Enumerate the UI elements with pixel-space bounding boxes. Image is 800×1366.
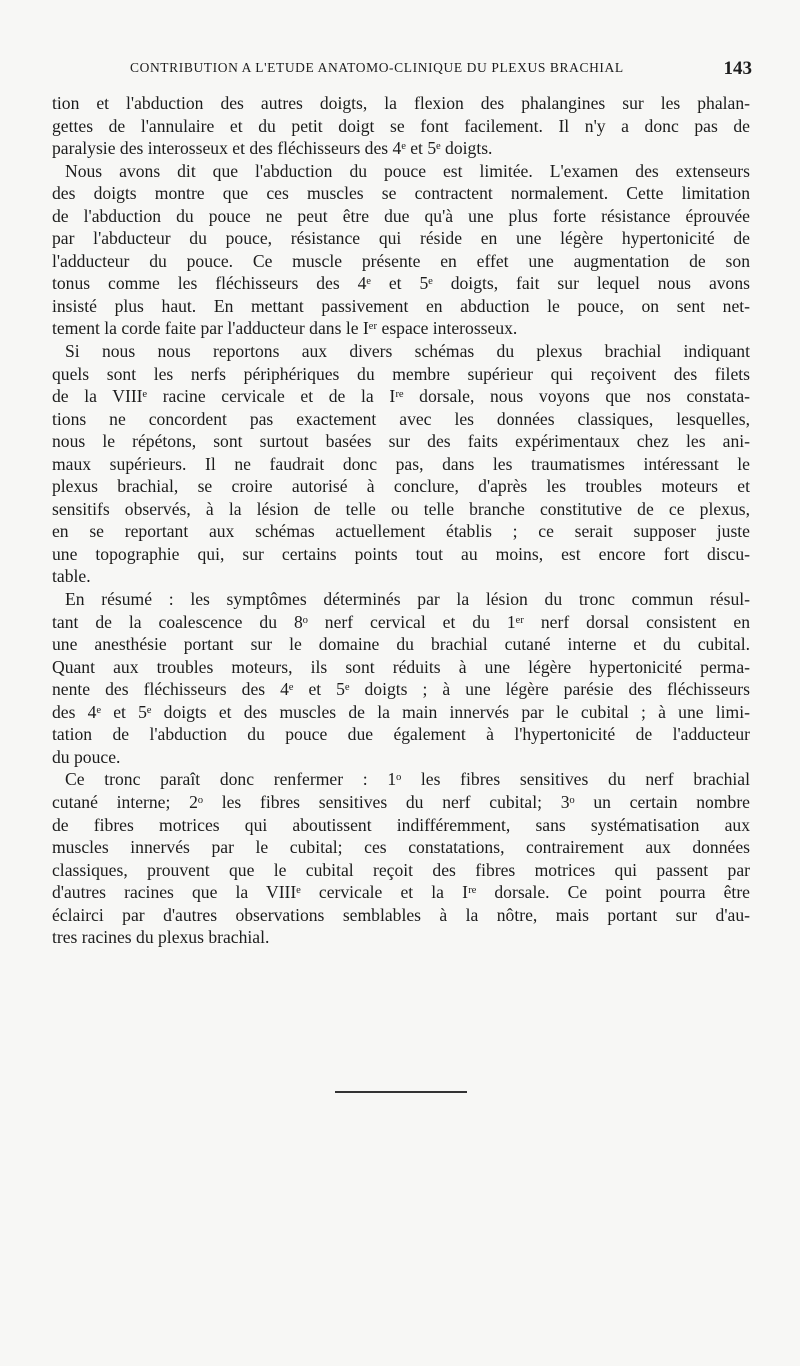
- text-line: gettes de l'annulaire et du petit doigt se font facilement. Il n'y a donc pas de: [52, 115, 750, 136]
- text-line: Ce tronc paraît donc renfermer : 1ᵒ les fibres sensitives du nerf brachial: [65, 769, 750, 790]
- text-line: cutané interne; 2ᵒ les fibres sensitives du nerf cubital; 3ᵒ un certain nombre: [52, 791, 750, 812]
- text-line: éclairci par d'autres observations semblables à la nôtre, mais portant sur d'au-: [52, 904, 750, 925]
- text-line: quels sont les nerfs périphériques du membre supérieur qui reçoivent des filets: [52, 363, 750, 384]
- text-line: muscles innervés par le cubital; ces constatations, contrairement aux données: [52, 837, 750, 858]
- text-line: de l'abduction du pouce ne peut être due qu'à une plus forte résistance éprouvée: [52, 205, 750, 226]
- text-line: une anesthésie portant sur le domaine du brachial cutané interne et du cubital.: [52, 634, 750, 655]
- body-text: [52, 92, 750, 949]
- text-line: tres racines du plexus brachial.: [52, 927, 270, 948]
- text-line: paralysie des interosseux et des fléchisseurs des 4ᵉ et 5ᵉ doigts.: [52, 138, 493, 159]
- text-line: tement la corde faite par l'adducteur dans le Iᵉʳ espace interosseux.: [52, 318, 518, 339]
- text-line: plexus brachial, se croire autorisé à conclure, d'après les troubles moteurs et: [52, 476, 750, 497]
- end-rule: [335, 1091, 467, 1093]
- text-line: de la VIIIᵉ racine cervicale et de la Iʳᵉ dorsale, nous voyons que nos constata-: [52, 386, 750, 407]
- paragraph: [52, 92, 750, 160]
- text-line: Si nous nous reportons aux divers schémas du plexus brachial indiquant: [65, 341, 750, 362]
- text-line: par l'abducteur du pouce, résistance qui réside en une légère hypertonicité de: [52, 228, 750, 249]
- text-line: en se reportant aux schémas actuellement établis ; ce serait supposer juste: [52, 521, 750, 542]
- paragraph: [52, 588, 750, 768]
- text-line: une topographie qui, sur certains points tout au moins, est encore fort discu-: [52, 543, 750, 564]
- text-line: tonus comme les fléchisseurs des 4ᵉ et 5ᵉ doigts, fait sur lequel nous avons: [52, 273, 750, 294]
- text-line: l'adducteur du pouce. Ce muscle présente en effet une augmentation de son: [52, 250, 750, 271]
- paragraph: [52, 768, 750, 948]
- text-line: tions ne concordent pas exactement avec les données classiques, lesquelles,: [52, 408, 750, 429]
- text-line: nente des fléchisseurs des 4ᵉ et 5ᵉ doigts ; à une légère parésie des fléchisseurs: [52, 679, 750, 700]
- text-line: tant de la coalescence du 8ᵒ nerf cervical et du 1ᵉʳ nerf dorsal consistent en: [52, 611, 750, 632]
- text-line: Nous avons dit que l'abduction du pouce est limitée. L'examen des extenseurs: [65, 160, 750, 181]
- text-line: des doigts montre que ces muscles se contractent normalement. Cette limitation: [52, 183, 750, 204]
- text-line: du pouce.: [52, 746, 121, 767]
- text-line: insisté plus haut. En mettant passivement en abduction le pouce, on sent net-: [52, 295, 750, 316]
- text-line: sensitifs observés, à la lésion de telle ou telle branche constitutive de ce plexus,: [52, 498, 750, 519]
- text-line: tion et l'abduction des autres doigts, la flexion des phalangines sur les phalan-: [52, 93, 750, 113]
- text-line: classiques, prouvent que le cubital reçoit des fibres motrices qui passent par: [52, 859, 750, 880]
- text-line: table.: [52, 566, 91, 587]
- text-line: des 4ᵉ et 5ᵉ doigts et des muscles de la main innervés par le cubital ; à une limi-: [52, 701, 750, 722]
- text-line: nous le répétons, sont surtout basées sur des faits expérimentaux chez les ani-: [52, 431, 750, 452]
- paragraph: [52, 160, 750, 340]
- text-line: Quant aux troubles moteurs, ils sont réduits à une légère hypertonicité perma-: [52, 656, 750, 677]
- running-header: [130, 58, 752, 80]
- text-line: de fibres motrices qui aboutissent indifféremment, sans systématisation aux: [52, 814, 750, 835]
- text-line: En résumé : les symptômes déterminés par la lésion du tronc commun résul-: [65, 589, 750, 610]
- text-line: maux supérieurs. Il ne faudrait donc pas, dans les traumatismes intéressant le: [52, 453, 750, 474]
- text-line: d'autres racines que la VIIIᵉ cervicale et la Iʳᵉ dorsale. Ce point pourra être: [52, 882, 750, 903]
- paragraph: [52, 340, 750, 588]
- running-title: CONTRIBUTION A L'ETUDE ANATOMO-CLINIQUE DU PLEXUS BRACHIAL: [130, 60, 624, 75]
- page-number: 143: [723, 58, 752, 79]
- text-line: tation de l'abduction du pouce due également à l'hypertonicité de l'adducteur: [52, 724, 750, 745]
